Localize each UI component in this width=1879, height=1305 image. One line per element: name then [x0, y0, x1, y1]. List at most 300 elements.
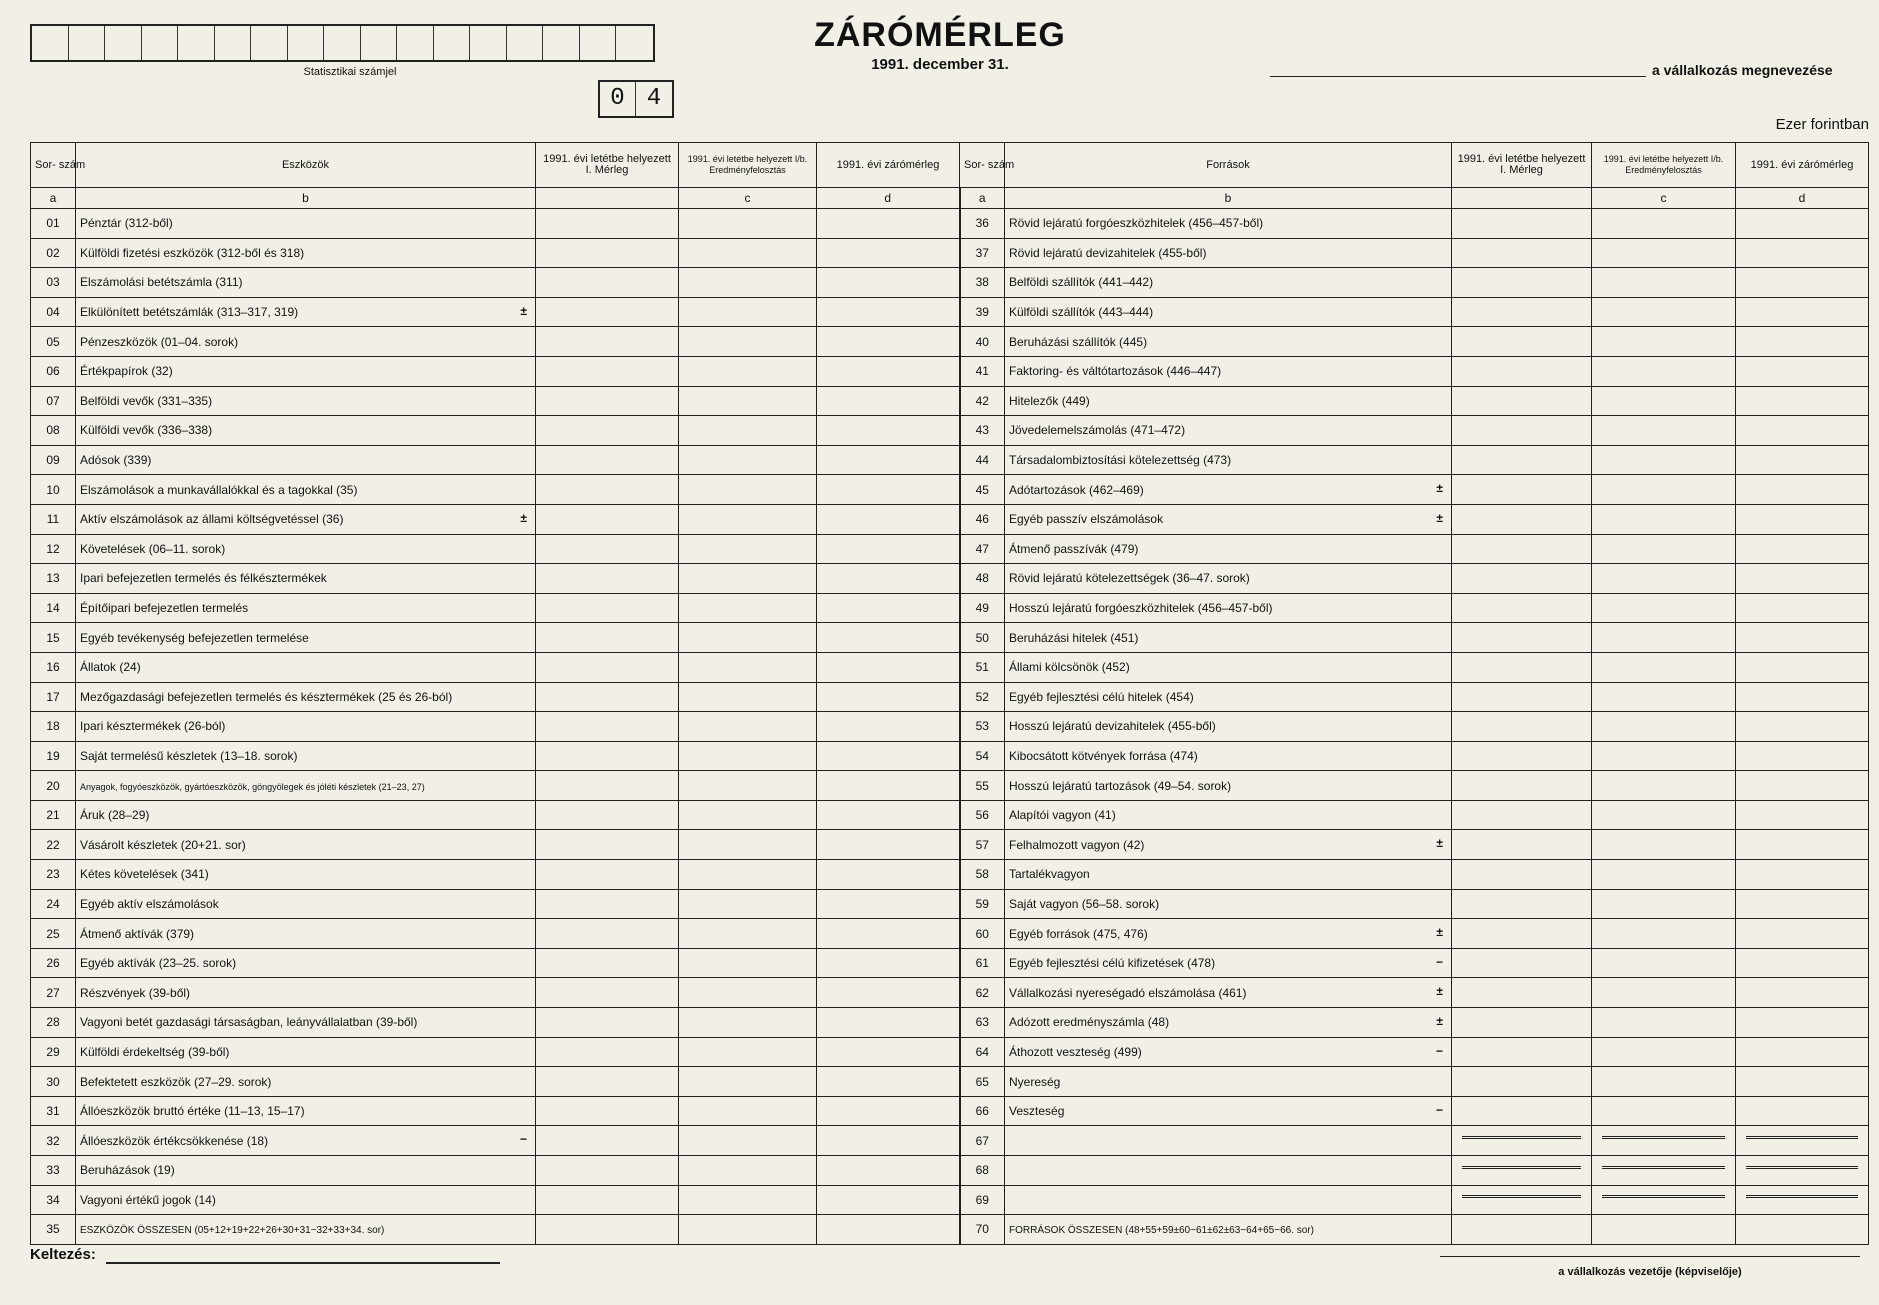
- col-letter: c: [1592, 188, 1736, 209]
- asset-value-cell[interactable]: [679, 830, 817, 860]
- liability-value-cell[interactable]: [1736, 1037, 1869, 1067]
- liability-value-cell[interactable]: [1452, 593, 1592, 623]
- liability-value-cell[interactable]: [1736, 712, 1869, 742]
- asset-value-cell[interactable]: [817, 445, 960, 475]
- asset-value-cell[interactable]: [536, 1008, 679, 1038]
- asset-value-cell[interactable]: [536, 889, 679, 919]
- liability-value-cell[interactable]: [1736, 741, 1869, 771]
- liability-value-cell[interactable]: [1452, 504, 1592, 534]
- company-name-field[interactable]: [1270, 76, 1646, 77]
- asset-value-cell[interactable]: [679, 209, 817, 239]
- asset-label-text: Átmenő aktívák (379): [80, 926, 195, 941]
- asset-value-cell[interactable]: [817, 238, 960, 268]
- liability-value-cell[interactable]: [1452, 327, 1592, 357]
- asset-value-cell[interactable]: [817, 800, 960, 830]
- liability-value-cell[interactable]: [1736, 830, 1869, 860]
- asset-value-cell[interactable]: [679, 1067, 817, 1097]
- liability-value-cell[interactable]: [1452, 978, 1592, 1008]
- table-row: [31, 1096, 1869, 1126]
- asset-value-cell[interactable]: [536, 1156, 679, 1186]
- asset-value-cell[interactable]: [536, 623, 679, 653]
- liability-value-cell[interactable]: [1592, 327, 1736, 357]
- liability-row-number: 48: [960, 564, 1005, 594]
- asset-value-cell[interactable]: [679, 860, 817, 890]
- liability-value-cell[interactable]: [1452, 445, 1592, 475]
- liability-value-cell[interactable]: [1736, 682, 1869, 712]
- asset-value-cell[interactable]: [817, 919, 960, 949]
- asset-value-cell[interactable]: [817, 268, 960, 298]
- asset-value-cell[interactable]: [679, 238, 817, 268]
- asset-value-cell[interactable]: [817, 652, 960, 682]
- asset-value-cell[interactable]: [679, 652, 817, 682]
- asset-value-cell[interactable]: [679, 534, 817, 564]
- asset-value-cell[interactable]: [536, 564, 679, 594]
- asset-value-cell[interactable]: [679, 475, 817, 505]
- col-header-eszkozok: Eszközök: [76, 143, 536, 188]
- table-row: [31, 1008, 1869, 1038]
- asset-value-cell[interactable]: [536, 800, 679, 830]
- asset-value-cell[interactable]: [536, 741, 679, 771]
- liability-value-cell[interactable]: [1592, 1037, 1736, 1067]
- liability-value-cell[interactable]: [1452, 1126, 1592, 1156]
- asset-value-cell[interactable]: [817, 741, 960, 771]
- liability-value-cell[interactable]: [1452, 652, 1592, 682]
- stat-digit-box[interactable]: [470, 26, 507, 60]
- liability-value-cell[interactable]: [1592, 504, 1736, 534]
- liability-value-cell[interactable]: [1736, 564, 1869, 594]
- asset-label-text: Kétes követelések (341): [80, 867, 209, 882]
- liability-value-cell[interactable]: [1452, 860, 1592, 890]
- asset-value-cell[interactable]: [817, 564, 960, 594]
- page-title: ZÁRÓMÉRLEG: [814, 16, 1066, 54]
- asset-value-cell[interactable]: [679, 1185, 817, 1215]
- liability-value-cell[interactable]: [1736, 356, 1869, 386]
- stat-digit-box[interactable]: [397, 26, 434, 60]
- asset-value-cell[interactable]: [536, 860, 679, 890]
- liability-value-cell[interactable]: [1592, 593, 1736, 623]
- liability-value-cell[interactable]: [1452, 209, 1592, 239]
- liability-value-cell[interactable]: [1736, 386, 1869, 416]
- liability-row-number: 36: [960, 209, 1005, 239]
- liability-value-cell[interactable]: [1592, 1008, 1736, 1038]
- liability-value-cell[interactable]: [1452, 1008, 1592, 1038]
- asset-row-label: [76, 386, 536, 416]
- liability-value-cell[interactable]: [1736, 1126, 1869, 1156]
- liability-row-label: [1005, 268, 1452, 298]
- stat-digit-box[interactable]: [69, 26, 106, 60]
- liability-label-text: Rövid lejáratú forgóeszközhitelek (456–457-ből): [1009, 216, 1264, 231]
- asset-value-cell[interactable]: [679, 1008, 817, 1038]
- liability-label-text: FORRÁSOK ÖSSZESEN (48+55+59±60−61±62±63−64+65−66. sor): [1009, 1225, 1314, 1237]
- liability-value-cell[interactable]: [1592, 386, 1736, 416]
- liability-value-cell[interactable]: [1592, 919, 1736, 949]
- liability-value-cell[interactable]: [1736, 919, 1869, 949]
- stat-digit-box[interactable]: [434, 26, 471, 60]
- liability-value-cell[interactable]: [1592, 652, 1736, 682]
- asset-value-cell[interactable]: [536, 445, 679, 475]
- asset-label-text: Részvények (39-ből): [80, 985, 191, 1000]
- liability-row-number: 55: [960, 771, 1005, 801]
- date-field[interactable]: [106, 1262, 500, 1264]
- asset-value-cell[interactable]: [536, 1126, 679, 1156]
- liability-label-text: Tartalékvagyon: [1009, 867, 1090, 882]
- liability-value-cell[interactable]: [1452, 1037, 1592, 1067]
- asset-value-cell[interactable]: [817, 948, 960, 978]
- liability-value-cell[interactable]: [1736, 1008, 1869, 1038]
- liability-value-cell[interactable]: [1736, 1096, 1869, 1126]
- asset-row-number: 33: [31, 1156, 76, 1186]
- asset-value-cell[interactable]: [679, 919, 817, 949]
- liability-value-cell[interactable]: [1736, 1067, 1869, 1097]
- liability-value-cell[interactable]: [1592, 712, 1736, 742]
- asset-row-label: [76, 593, 536, 623]
- liability-value-cell[interactable]: [1592, 741, 1736, 771]
- asset-value-cell[interactable]: [817, 209, 960, 239]
- asset-value-cell[interactable]: [817, 978, 960, 1008]
- asset-value-cell[interactable]: [536, 297, 679, 327]
- stat-digit-box[interactable]: [324, 26, 361, 60]
- signature-field[interactable]: [1440, 1256, 1860, 1257]
- asset-value-cell[interactable]: [817, 1185, 960, 1215]
- stat-digit-box[interactable]: [507, 26, 544, 60]
- asset-value-cell[interactable]: [679, 1215, 817, 1245]
- asset-value-cell[interactable]: [679, 741, 817, 771]
- liability-value-cell[interactable]: [1452, 800, 1592, 830]
- liability-value-cell[interactable]: [1452, 564, 1592, 594]
- asset-value-cell[interactable]: [536, 1215, 679, 1245]
- liability-row-number: 65: [960, 1067, 1005, 1097]
- stat-digit-box[interactable]: [142, 26, 179, 60]
- liability-value-cell[interactable]: [1592, 978, 1736, 1008]
- asset-value-cell[interactable]: [536, 209, 679, 239]
- asset-value-cell[interactable]: [817, 1126, 960, 1156]
- asset-value-cell[interactable]: [817, 1067, 960, 1097]
- liability-value-cell[interactable]: [1452, 830, 1592, 860]
- asset-value-cell[interactable]: [679, 297, 817, 327]
- liability-value-cell[interactable]: [1452, 475, 1592, 505]
- asset-value-cell[interactable]: [679, 889, 817, 919]
- asset-label-text: Külföldi fizetési eszközök (312-ből és 318): [80, 245, 305, 260]
- asset-value-cell[interactable]: [536, 327, 679, 357]
- table-row: [31, 800, 1869, 830]
- asset-label-text: Elkülönített betétszámlák (313–317, 319): [80, 305, 299, 320]
- asset-row-label: [76, 238, 536, 268]
- asset-value-cell[interactable]: [536, 268, 679, 298]
- liability-value-cell[interactable]: [1592, 889, 1736, 919]
- asset-label-text: Külföldi érdekeltség (39-ből): [80, 1044, 230, 1059]
- liability-value-cell[interactable]: [1736, 978, 1869, 1008]
- liability-value-cell[interactable]: [1452, 268, 1592, 298]
- asset-value-cell[interactable]: [536, 771, 679, 801]
- asset-value-cell[interactable]: [536, 919, 679, 949]
- asset-value-cell[interactable]: [679, 800, 817, 830]
- liability-value-cell[interactable]: [1452, 386, 1592, 416]
- liability-value-cell[interactable]: [1592, 564, 1736, 594]
- asset-value-cell[interactable]: [679, 268, 817, 298]
- stat-digit-box[interactable]: [178, 26, 215, 60]
- asset-value-cell[interactable]: [817, 623, 960, 653]
- liability-value-cell[interactable]: [1452, 534, 1592, 564]
- asset-value-cell[interactable]: [817, 1215, 960, 1245]
- asset-value-cell[interactable]: [817, 1096, 960, 1126]
- liability-value-cell[interactable]: [1736, 623, 1869, 653]
- asset-value-cell[interactable]: [817, 504, 960, 534]
- asset-value-cell[interactable]: [536, 978, 679, 1008]
- liability-value-cell[interactable]: [1592, 297, 1736, 327]
- asset-value-cell[interactable]: [536, 534, 679, 564]
- liability-value-cell[interactable]: [1452, 889, 1592, 919]
- liability-row-number: 40: [960, 327, 1005, 357]
- asset-value-cell[interactable]: [817, 771, 960, 801]
- liability-value-cell[interactable]: [1592, 771, 1736, 801]
- asset-label-text: Pénztár (312-ből): [80, 216, 173, 231]
- liability-value-cell[interactable]: [1592, 416, 1736, 446]
- asset-value-cell[interactable]: [817, 593, 960, 623]
- statistical-number-boxes[interactable]: [30, 24, 655, 62]
- asset-value-cell[interactable]: [536, 1096, 679, 1126]
- liability-value-cell[interactable]: [1736, 475, 1869, 505]
- asset-label-text: Aktív elszámolások az állami költségvetéssel (36): [80, 512, 344, 527]
- asset-row-number: 31: [31, 1096, 76, 1126]
- asset-row-number: 11: [31, 504, 76, 534]
- liability-value-cell[interactable]: [1452, 771, 1592, 801]
- asset-value-cell[interactable]: [536, 504, 679, 534]
- liability-label-text: Felhalmozott vagyon (42): [1009, 837, 1145, 852]
- asset-value-cell[interactable]: [679, 1096, 817, 1126]
- asset-value-cell[interactable]: [679, 1156, 817, 1186]
- liability-value-cell[interactable]: [1592, 830, 1736, 860]
- asset-row-label: [76, 1037, 536, 1067]
- table-row: [31, 297, 1869, 327]
- table-row: [31, 564, 1869, 594]
- stat-digit-box[interactable]: [543, 26, 580, 60]
- asset-value-cell[interactable]: [817, 1008, 960, 1038]
- liability-value-cell[interactable]: [1736, 1215, 1869, 1245]
- asset-value-cell[interactable]: [536, 712, 679, 742]
- liability-value-cell[interactable]: [1736, 593, 1869, 623]
- liability-value-cell[interactable]: [1736, 800, 1869, 830]
- asset-value-cell[interactable]: [679, 356, 817, 386]
- asset-value-cell[interactable]: [679, 416, 817, 446]
- liability-value-cell[interactable]: [1452, 1215, 1592, 1245]
- asset-value-cell[interactable]: [536, 416, 679, 446]
- asset-value-cell[interactable]: [536, 475, 679, 505]
- asset-value-cell[interactable]: [817, 1037, 960, 1067]
- liability-value-cell[interactable]: [1592, 238, 1736, 268]
- asset-value-cell[interactable]: [536, 356, 679, 386]
- asset-value-cell[interactable]: [536, 682, 679, 712]
- stat-digit-box[interactable]: [580, 26, 617, 60]
- asset-value-cell[interactable]: [817, 889, 960, 919]
- asset-value-cell[interactable]: [679, 445, 817, 475]
- liability-row-label: [1005, 712, 1452, 742]
- asset-value-cell[interactable]: [817, 475, 960, 505]
- asset-value-cell[interactable]: [679, 327, 817, 357]
- stat-digit-box[interactable]: [32, 26, 69, 60]
- liability-value-cell[interactable]: [1736, 238, 1869, 268]
- asset-row-label: [76, 1008, 536, 1038]
- liability-value-cell[interactable]: [1592, 445, 1736, 475]
- liability-value-cell[interactable]: [1736, 534, 1869, 564]
- asset-value-cell[interactable]: [679, 682, 817, 712]
- asset-value-cell[interactable]: [817, 327, 960, 357]
- liability-value-cell[interactable]: [1736, 327, 1869, 357]
- asset-row-label: [76, 475, 536, 505]
- asset-value-cell[interactable]: [679, 593, 817, 623]
- asset-value-cell[interactable]: [679, 623, 817, 653]
- asset-value-cell[interactable]: [536, 593, 679, 623]
- stat-digit-box[interactable]: [105, 26, 142, 60]
- liability-label-text: Vállalkozási nyereségadó elszámolása (461): [1009, 985, 1247, 1000]
- asset-row-label: [76, 534, 536, 564]
- liability-value-cell[interactable]: [1592, 534, 1736, 564]
- liability-value-cell[interactable]: [1592, 209, 1736, 239]
- asset-row-label: [76, 564, 536, 594]
- liability-value-cell[interactable]: [1452, 1185, 1592, 1215]
- liability-value-cell[interactable]: [1592, 1156, 1736, 1186]
- liability-value-cell[interactable]: [1452, 682, 1592, 712]
- asset-value-cell[interactable]: [536, 386, 679, 416]
- asset-value-cell[interactable]: [817, 416, 960, 446]
- liability-row-label: [1005, 297, 1452, 327]
- asset-value-cell[interactable]: [817, 682, 960, 712]
- asset-value-cell[interactable]: [679, 504, 817, 534]
- liability-row-number: 57: [960, 830, 1005, 860]
- liability-value-cell[interactable]: [1592, 356, 1736, 386]
- stat-digit-box[interactable]: [251, 26, 288, 60]
- asset-value-cell[interactable]: [679, 771, 817, 801]
- asset-value-cell[interactable]: [679, 386, 817, 416]
- liability-value-cell[interactable]: [1592, 268, 1736, 298]
- liability-value-cell[interactable]: [1592, 1126, 1736, 1156]
- liability-row-number: 49: [960, 593, 1005, 623]
- liability-value-cell[interactable]: [1736, 209, 1869, 239]
- asset-row-number: 12: [31, 534, 76, 564]
- liability-value-cell[interactable]: [1592, 623, 1736, 653]
- liability-value-cell[interactable]: [1592, 948, 1736, 978]
- col-header-merleg: 1991. évi letétbe helyezett I. Mérleg: [1452, 143, 1592, 188]
- asset-label-text: Követelések (06–11. sorok): [80, 541, 226, 556]
- liability-row-label: [1005, 534, 1452, 564]
- stat-digit-box[interactable]: [361, 26, 398, 60]
- stat-digit-box[interactable]: [215, 26, 252, 60]
- liability-value-cell[interactable]: [1452, 297, 1592, 327]
- liability-value-cell[interactable]: [1452, 623, 1592, 653]
- liability-row-label: [1005, 652, 1452, 682]
- liability-value-cell[interactable]: [1452, 416, 1592, 446]
- liability-value-cell[interactable]: [1736, 1185, 1869, 1215]
- liability-value-cell[interactable]: [1592, 1185, 1736, 1215]
- asset-row-number: 34: [31, 1185, 76, 1215]
- asset-value-cell[interactable]: [679, 564, 817, 594]
- asset-value-cell[interactable]: [817, 860, 960, 890]
- asset-value-cell[interactable]: [536, 1067, 679, 1097]
- liability-value-cell[interactable]: [1452, 356, 1592, 386]
- asset-value-cell[interactable]: [679, 712, 817, 742]
- stat-digit-box[interactable]: [616, 26, 653, 60]
- liability-value-cell[interactable]: [1452, 741, 1592, 771]
- table-row: [31, 268, 1869, 298]
- liability-row-number: 46: [960, 504, 1005, 534]
- liability-value-cell[interactable]: [1736, 948, 1869, 978]
- asset-value-cell[interactable]: [817, 297, 960, 327]
- asset-value-cell[interactable]: [536, 238, 679, 268]
- liability-value-cell[interactable]: [1452, 919, 1592, 949]
- liability-value-cell[interactable]: [1452, 1067, 1592, 1097]
- liability-value-cell[interactable]: [1592, 860, 1736, 890]
- liability-value-cell[interactable]: [1736, 416, 1869, 446]
- liability-value-cell[interactable]: [1736, 889, 1869, 919]
- liability-label-text: Társadalombiztosítási kötelezettség (473): [1009, 453, 1232, 468]
- liability-value-cell[interactable]: [1592, 1067, 1736, 1097]
- stat-digit-box[interactable]: [288, 26, 325, 60]
- liability-row-label: [1005, 860, 1452, 890]
- asset-value-cell[interactable]: [679, 978, 817, 1008]
- liability-row-label: [1005, 800, 1452, 830]
- liability-row-number: 62: [960, 978, 1005, 1008]
- liability-value-cell[interactable]: [1452, 948, 1592, 978]
- liability-row-number: 68: [960, 1156, 1005, 1186]
- asset-value-cell[interactable]: [679, 1126, 817, 1156]
- liability-value-cell[interactable]: [1452, 712, 1592, 742]
- liability-value-cell[interactable]: [1452, 238, 1592, 268]
- liability-value-cell[interactable]: [1592, 1215, 1736, 1245]
- liability-row-label: [1005, 356, 1452, 386]
- asset-value-cell[interactable]: [679, 948, 817, 978]
- asset-value-cell[interactable]: [536, 948, 679, 978]
- col-letter: c: [679, 188, 817, 209]
- asset-row-number: 14: [31, 593, 76, 623]
- liability-value-cell[interactable]: [1592, 682, 1736, 712]
- liability-value-cell[interactable]: [1736, 860, 1869, 890]
- asset-value-cell[interactable]: [817, 830, 960, 860]
- liability-value-cell[interactable]: [1452, 1096, 1592, 1126]
- liability-value-cell[interactable]: [1736, 771, 1869, 801]
- asset-value-cell[interactable]: [817, 712, 960, 742]
- liability-value-cell[interactable]: [1736, 297, 1869, 327]
- liability-label-text: Egyéb fejlesztési célú hitelek (454): [1009, 689, 1194, 704]
- asset-value-cell[interactable]: [536, 1037, 679, 1067]
- liability-label-text: Átmenő passzívák (479): [1009, 541, 1139, 556]
- liability-value-cell[interactable]: [1736, 504, 1869, 534]
- asset-row-label: [76, 623, 536, 653]
- liability-value-cell[interactable]: [1592, 475, 1736, 505]
- liability-value-cell[interactable]: [1592, 1096, 1736, 1126]
- asset-value-cell[interactable]: [536, 652, 679, 682]
- liability-value-cell[interactable]: [1452, 1156, 1592, 1186]
- table-row: [31, 741, 1869, 771]
- liability-value-cell[interactable]: [1592, 800, 1736, 830]
- asset-value-cell[interactable]: [679, 1037, 817, 1067]
- liability-value-cell[interactable]: [1736, 268, 1869, 298]
- liability-row-label: [1005, 327, 1452, 357]
- liability-row-label: [1005, 386, 1452, 416]
- liability-value-cell[interactable]: [1736, 652, 1869, 682]
- col-header-forrasok: Források: [1005, 143, 1452, 188]
- asset-row-number: 24: [31, 889, 76, 919]
- asset-value-cell[interactable]: [536, 830, 679, 860]
- table-row: [31, 356, 1869, 386]
- asset-value-cell[interactable]: [817, 386, 960, 416]
- asset-value-cell[interactable]: [817, 534, 960, 564]
- asset-value-cell[interactable]: [817, 1156, 960, 1186]
- asset-value-cell[interactable]: [536, 1185, 679, 1215]
- asset-value-cell[interactable]: [817, 356, 960, 386]
- col-letter: a: [31, 188, 76, 209]
- liability-value-cell[interactable]: [1736, 1156, 1869, 1186]
- asset-label-text: Pénzeszközök (01–04. sorok): [80, 334, 239, 349]
- liability-value-cell[interactable]: [1736, 445, 1869, 475]
